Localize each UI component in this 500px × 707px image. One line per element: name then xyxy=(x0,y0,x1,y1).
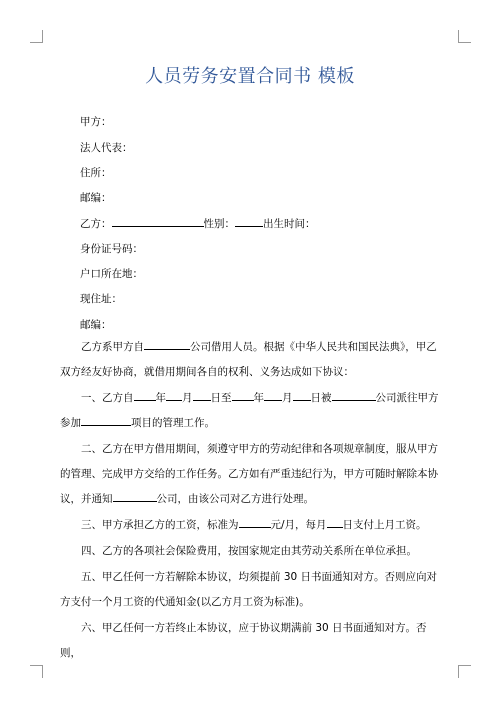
blank-payday[interactable] xyxy=(327,516,343,528)
clause-2: 二、乙方在甲方借用期间，须遵守甲方的劳动纪律和各项规章制度，服从甲方的管理、完成甲方交给的工作任务。乙方如有严重违纪行为，甲方可随时解除本协议，并通知 公司，由该公司对乙方进行处理。 xyxy=(60,443,438,505)
crop-mark-top-right xyxy=(458,30,471,43)
intro-paragraph: 乙方系甲方自 公司借用人员。根据《中华人民共和国民法典》，甲乙双方经友好协商，就借用期间各自的权利、义务达成如下协议： xyxy=(60,335,444,385)
field-id-no: 身份证号码： xyxy=(80,243,143,255)
clause-6: 六、甲乙任何一方若终止本协议，应于协议期满前 30 日书面通知对方。否则， xyxy=(60,622,427,659)
clause-3: 三、甲方承担乙方的工资，标准为 元/月，每月 日支付上月工资。 xyxy=(60,513,444,538)
crop-mark-bottom-right xyxy=(458,665,471,678)
clause-5: 五、甲乙任何一方若解除本协议，均须提前 30 日书面通知对方。否则应向对方支付一个月工资的代通知金(以乙方月工资为标准)。 xyxy=(60,571,438,608)
document-title: 人员劳务安置合同书 模板 xyxy=(145,66,355,87)
field-party-b-row: 乙方： 性别： 出生时间： xyxy=(80,215,316,231)
blank-month-2[interactable] xyxy=(264,389,282,401)
crop-mark-bottom-left xyxy=(30,665,43,678)
field-legal-rep: 法人代表： xyxy=(80,142,133,154)
clause-1: 一、乙方自 年 月 日至 年 月 日被 公司派往甲方参加 项目的管理工作。 xyxy=(60,386,444,436)
clause-4: 四、乙方的各项社会保险费用，按国家规定由其劳动关系所在单位承担。 xyxy=(81,545,417,557)
field-postcode: 邮编： xyxy=(80,192,112,204)
blank-party-b[interactable] xyxy=(112,215,204,227)
field-postcode-2: 邮编： xyxy=(80,319,112,331)
blank-company-1[interactable] xyxy=(144,338,190,350)
blank-salary[interactable] xyxy=(239,516,271,528)
blank-month-1[interactable] xyxy=(166,389,182,401)
field-hukou: 户口所在地： xyxy=(80,268,143,280)
field-current-address: 现住址： xyxy=(80,293,122,305)
field-party-a: 甲方： xyxy=(80,116,112,128)
blank-project[interactable] xyxy=(81,414,131,426)
blank-day-2[interactable] xyxy=(293,389,311,401)
crop-mark-top-left xyxy=(30,30,43,43)
field-address: 住所： xyxy=(80,167,112,179)
blank-day-1[interactable] xyxy=(193,389,211,401)
blank-gender[interactable] xyxy=(235,215,263,227)
blank-year-1[interactable] xyxy=(134,389,156,401)
blank-company-3[interactable] xyxy=(113,490,157,502)
blank-year-2[interactable] xyxy=(232,389,254,401)
blank-company-2[interactable] xyxy=(332,389,376,401)
